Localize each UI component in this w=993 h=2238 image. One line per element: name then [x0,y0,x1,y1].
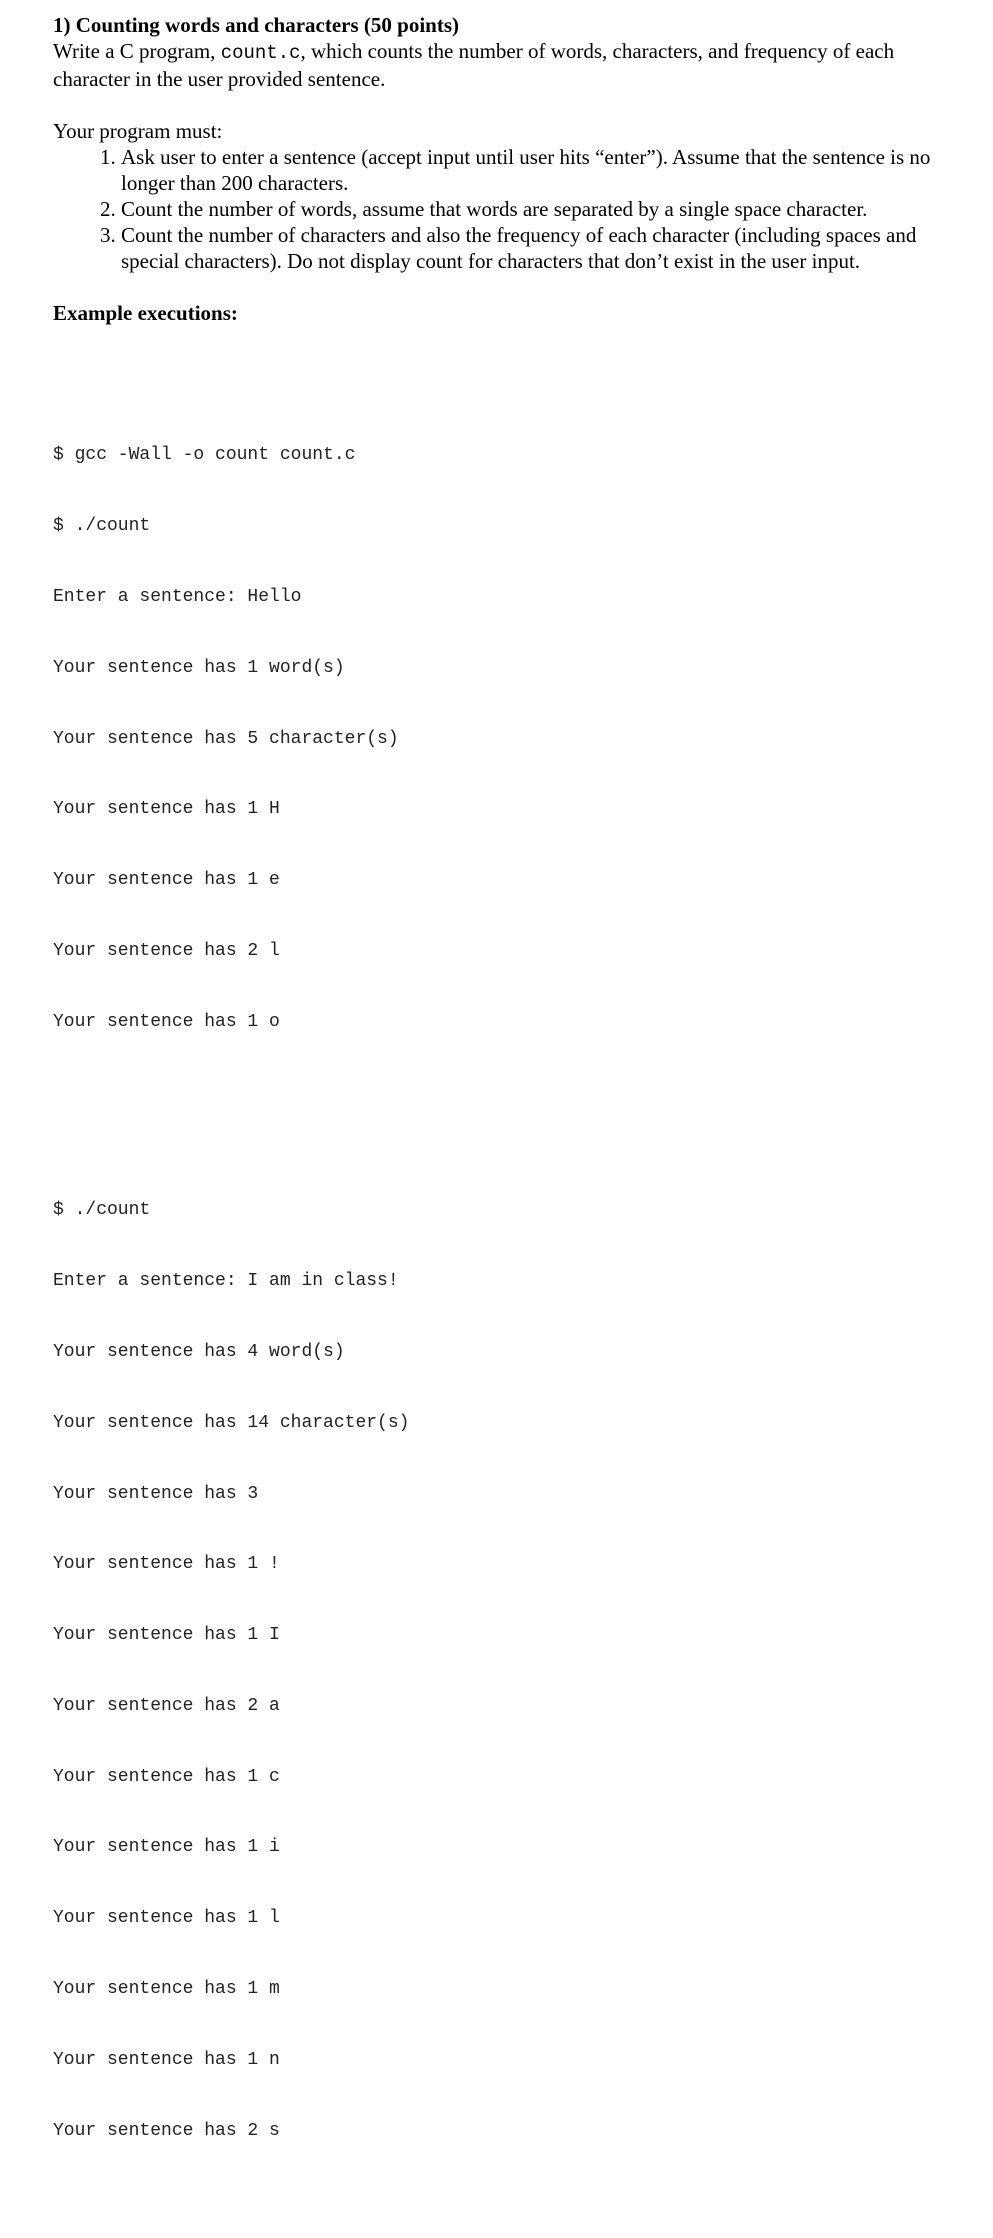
intro-text-after: , which counts the number of words, characters, and frequency of each character in the user provided sentence. [53,39,895,91]
terminal-line: Your sentence has 14 character(s) [53,1412,410,1433]
terminal-line: Your sentence has 2 l [53,940,280,961]
terminal-line: Your sentence has 1 e [53,870,280,891]
examples-heading: Example executions: [53,301,238,325]
terminal-line: $ gcc -Wall -o count count.c [53,445,356,466]
terminal-line: Your sentence has 1 H [53,799,280,820]
terminal-line: Your sentence has 1 n [53,2049,280,2070]
terminal-line: $ ./count [53,1200,151,1221]
requirement-item: 3. Count the number of characters and also the frequency of each character (including spaces and special characters). Do not display count for characters that don’t exist in the user input. [121,222,953,274]
terminal-line: Your sentence has 2 a [53,1695,280,1716]
terminal-line: Your sentence has 3 [53,1483,259,1504]
terminal-line: Your sentence has 1 i [53,1837,280,1858]
terminal-line: Your sentence has 1 o [53,1011,280,1032]
terminal-line: $ ./count [53,516,151,537]
terminal-line: Your sentence has 2 s [53,2120,280,2141]
requirement-item: 2. Count the number of words, assume that words are separated by a single space character. [121,196,953,222]
terminal-line: Your sentence has 4 word(s) [53,1341,345,1362]
terminal-line: Your sentence has 5 character(s) [53,728,399,749]
assignment-page [53,12,953,2238]
problem-heading: 1) Counting words and characters (50 points) [53,13,460,37]
terminal-line: Enter a sentence: Hello [53,586,302,607]
intro-text-before: Write a C program, [53,39,221,63]
terminal-line: Your sentence has 1 m [53,1978,280,1999]
terminal-line: Your sentence has 1 I [53,1625,280,1646]
problem-intro [53,38,953,92]
example-run-2 [53,1152,953,2190]
terminal-line: Your sentence has 1 ! [53,1554,280,1575]
requirements-list [53,144,953,274]
example-run-1 [53,397,953,1081]
requirements-label: Your program must: [53,119,223,143]
terminal-line: Your sentence has 1 l [53,1908,280,1929]
requirement-item: 1. Ask user to enter a sentence (accept input until user hits “enter”). Assume that the sentence is no longer than 200 characters. [121,144,953,196]
terminal-line: Your sentence has 1 word(s) [53,657,345,678]
terminal-line: Enter a sentence: I am in class! [53,1271,399,1292]
terminal-line: Your sentence has 1 c [53,1766,280,1787]
program-filename: count.c [220,42,301,64]
example-terminal-output [53,350,953,2238]
